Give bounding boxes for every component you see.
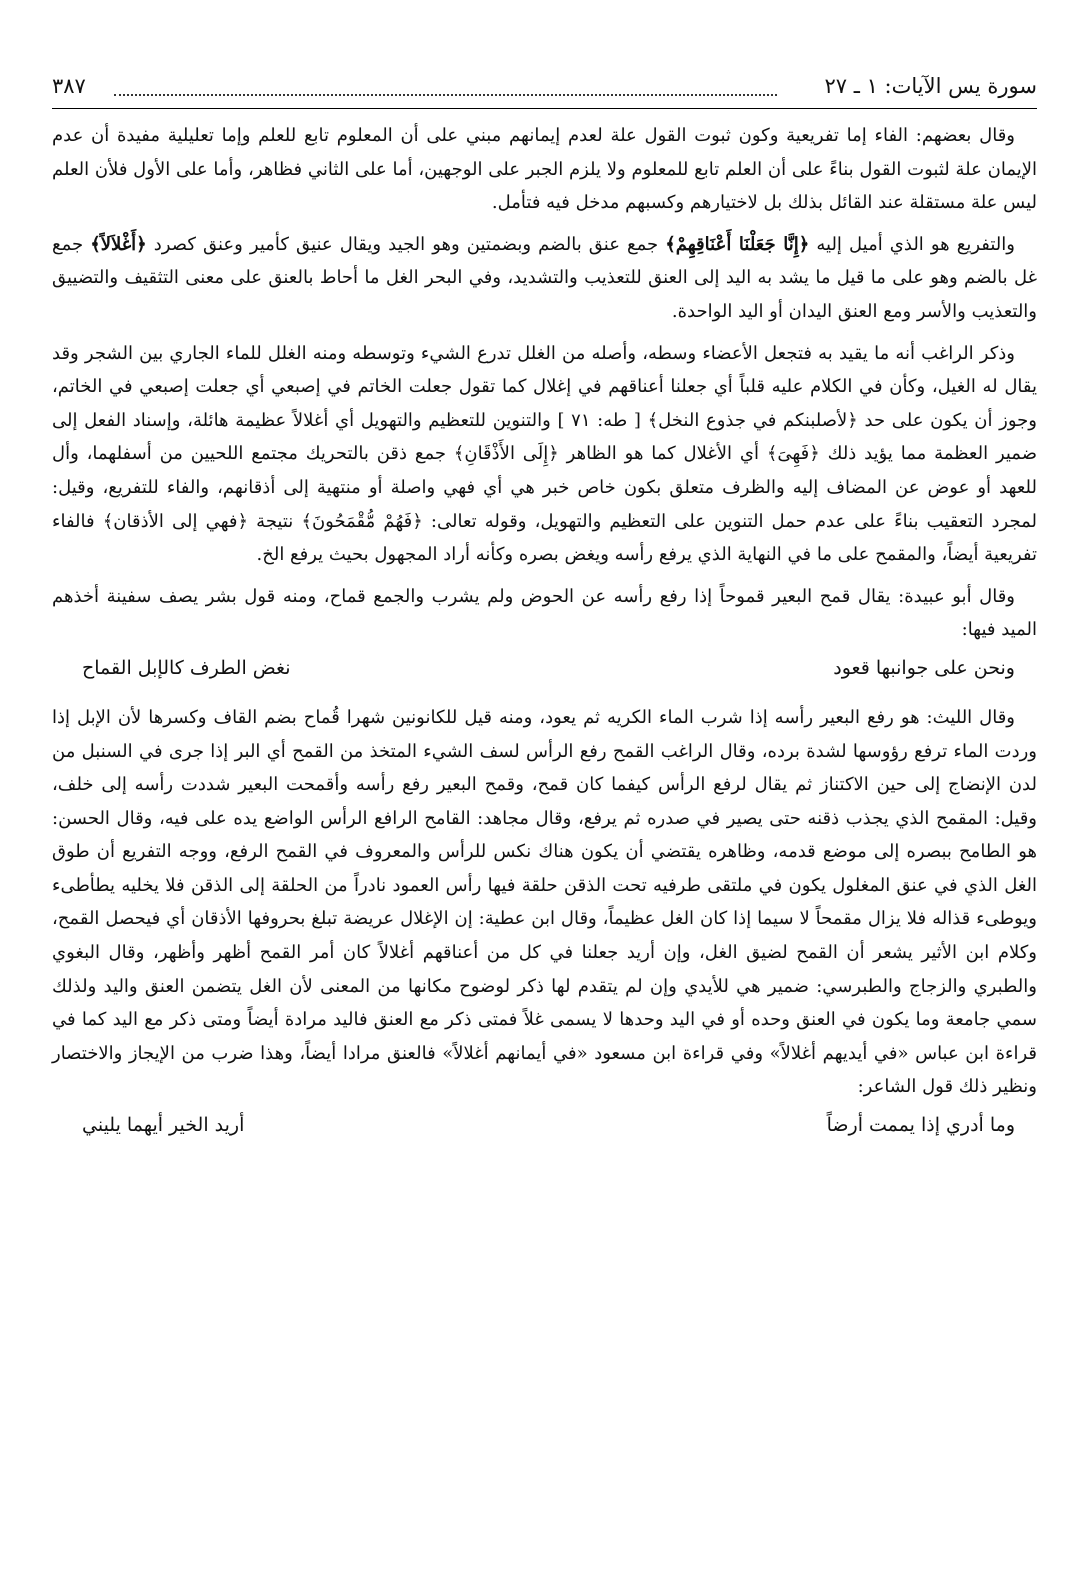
quran-quote: ﴿إِنَّا جَعَلْنَا أَعْنَاقِهِمْ﴾ <box>665 233 810 255</box>
book-page <box>52 70 1037 1560</box>
paragraph: وقال أبو عبيدة: يقال قمح البعير قموحاً إذا رفع رأسه عن الحوض ولم يشرب والجمع قماح، ومنه قول بشر يصف سفينة أخذهم الميد فيها: <box>52 585 1037 641</box>
running-title: سورة يس الآيات: ١ ـ ٢٧ <box>824 74 1037 98</box>
page-header <box>52 70 1037 109</box>
verse-first-hemistich: ونحن على جوانبها قعود <box>833 656 1015 679</box>
paragraph-text: والتفريع هو الذي أميل إليه <box>809 233 1015 255</box>
dotted-leader <box>114 94 777 96</box>
paragraph: وقال الليث: هو رفع البعير رأسه إذا شرب الماء الكريه ثم يعود، ومنه قيل للكانونين شهرا قُماح بضم القاف وكسرها لأن الإبل إذا وردت الماء ترفع رؤوسها لشدة برده، وقال الراغب القمح رفع الرأس لسف الشيء المتخذ من القمح أي البر إذا جرى في السنبل من لدن الإنضاج إلى حين الاكتناز ثم يقال لرفع الرأس كيفما كان قمح، وقمح البعير رفع رأسه وأقمحت البعير شددت رأسه إلى خلف، وقيل: المقمح الذي يجذب ذقنه حتى يصير في صدره ثم يرفع، وقال مجاهد: القامح الرافع الرأس الواضع يده على فيه، وقال الحسن: هو الطامح ببصره إلى موضع قدمه، وظاهره يقتضي أن يكون هناك نكس للرأس والمعروف في القمح الرفع، ووجه التفريع أن طوق الغل الذي في عنق المغلول يكون في ملتقى طرفيه تحت الذقن حلقة فيها رأس العمود نادراً من الحلقة إلى الذقن فلا يخليه يطأطىء ويوطىء قذاله فلا يزال مقمحاً لا سيما إذا كان الغل عظيماً، وقال ابن عطية: إن الإغلال عريضة تبلغ بحروفها الأذقان أي فيحصل القمح، وكلام ابن الأثير يشعر أن القمح لضيق الغل، وإن أريد جعلنا في كل من أعناقهم أغلالاً كان أمر القمح أظهر وأظهر، وقال البغوي والطبري والزجاج والطبرسي: ضمير هي للأيدي وإن لم يتقدم لها ذكر لوضوح مكانها من المعنى لأن الغل يتضمن العنق واليد ولذلك سمي جامعة وما يكون في العنق وحده أو في اليد وحدها لا يسمى غلاً فمتى ذكر مع العنق فاليد مرادة أيضاً ومتى ذكر مع اليد كما في قراءة ابن عباس «في أيديهم أغلالاً» وفي قراءة ابن مسعود «في أيمانهم أغلالاً» فالعنق مرادا أيضاً، وهذا ضرب من الإيجاز والاختصار ونظير ذلك قول الشاعر: <box>52 706 1037 1098</box>
verse-first-hemistich: وما أدري إذا يممت أرضاً <box>826 1114 1015 1137</box>
page-body <box>52 119 1037 1136</box>
paragraph: وذكر الراغب أنه ما يقيد به فتجعل الأعضاء وسطه، وأصله من الغلل تدرع الشيء وتوسطه ومنه الغلل للماء الجاري بين الشجر وقد يقال له الغيل، وكأن في الكلام عليه قلباً أي جعلنا أعناقهم في إغلال كما تقول جعلت الخاتم في إصبعي أي جعلت إصبعي في الخاتم، وجوز أن يكون على حد ﴿لأصلبنكم في جذوع النخل﴾ [ طه: ٧١ ] والتنوين للتعظيم والتهويل أي أغلالاً عظيمة هائلة، وإسناد الفعل إلى ضمير العظمة مما يؤيد ذلك ﴿فَهِىَ﴾ أي الأغلال كما هو الظاهر ﴿إِلَى الأَذْقَانِ﴾ جمع ذقن بالتحريك مجتمع اللحيين من أسفلهما، وأل للعهد أو عوض عن المضاف إليه والظرف متعلق بكون خاص خبر هي أي فهي واصلة أو منتهية إلى أذقانهم، والفاء للتفريع، وقيل: لمجرد التعقيب بناءً على عدم حمل التنوين على التعظيم والتهويل، وقوله تعالى: ﴿فَهُمْ مُّقْمَحُونَ﴾ نتيجة ﴿فهي إلى الأذقان﴾ فالفاء تفريعية أيضاً، والمقمح على ما في النهاية الذي يرفع رأسه ويغض بصره وكأنه أراد المجهول بحيث يرفع الخ. <box>52 342 1037 566</box>
poetry-verse <box>52 657 1037 679</box>
paragraph-text: جمع غل بالضم وهو على ما قيل ما يشد به اليد إلى العنق للتعذيب والتشديد، وفي البحر الغل ما أحاط بالعنق على معنى التثقيف والتضييق والتعذيب والأسر ومع العنق اليدان أو اليد الواحدة. <box>52 233 1037 322</box>
paragraph: وقال بعضهم: الفاء إما تفريعية وكون ثبوت القول علة لعدم إيمانهم مبني على أن المعلوم تابع للعلم وإما تعليلية مفيدة أن عدم الإيمان علة لثبوت القول بناءً على أن العلم تابع للمعلوم ولا يلزم الجبر على الوجهين، أما على الثاني فظاهر، وأما على الأول فلأن العلم ليس علة مستقلة عند القائل بذلك بل لاختيارهم وكسبهم مدخل فيه فتأمل. <box>52 125 1037 214</box>
paragraph <box>52 228 1037 329</box>
verse-second-hemistich: نغض الطرف كالإبل القماح <box>82 656 291 679</box>
paragraph-text: جمع عنق بالضم وبضمتين وهو الجيد ويقال عنيق كأمير وعنق كصرد <box>146 233 666 255</box>
quran-quote: ﴿أَغْلاَلاً﴾ <box>90 233 147 255</box>
verse-second-hemistich: أريد الخير أيهما يليني <box>82 1114 245 1137</box>
poetry-verse <box>52 1114 1037 1136</box>
page-number: ٣٨٧ <box>52 74 86 98</box>
